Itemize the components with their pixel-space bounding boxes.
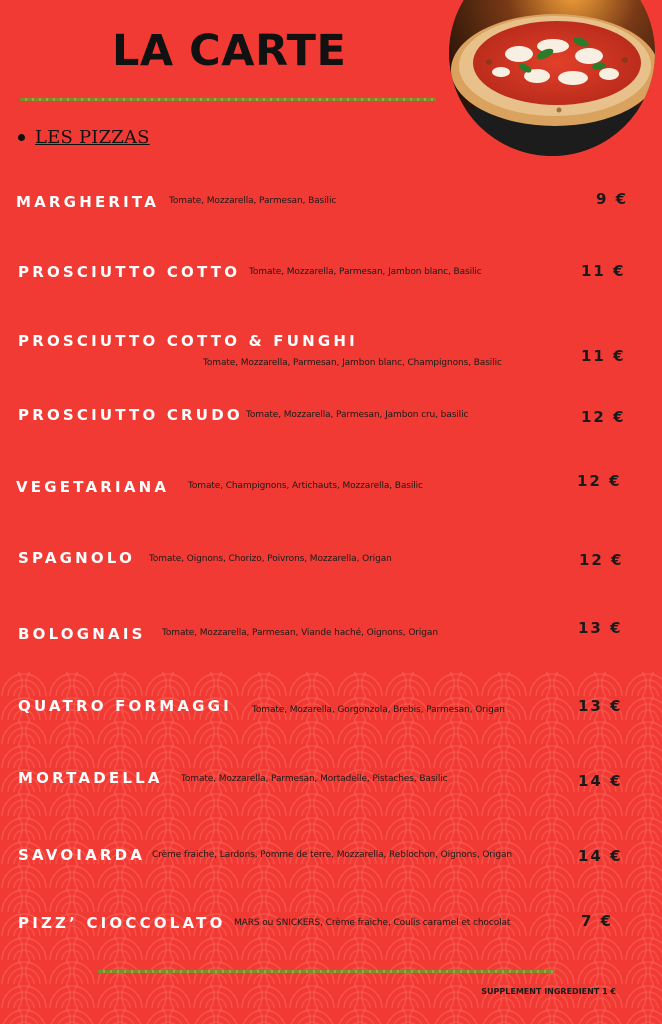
page-title: LA CARTE — [112, 26, 347, 76]
menu-item-name: PROSCIUTTO COTTO — [18, 263, 241, 281]
menu-item-name: SAVOIARDA — [18, 846, 146, 864]
menu-item-description: MARS ou SNICKERS, Crème fraiche, Coulis caramel et chocolat — [234, 918, 511, 928]
bullet-icon — [18, 134, 25, 141]
menu-item-description: Tomate, Mozzarella, Parmesan, Viande haché, Oignons, Origan — [162, 628, 438, 638]
pizza-photo — [449, 0, 655, 156]
title-divider — [20, 98, 436, 101]
menu-item-description: Tomate, Mozzarella, Parmesan, Jambon blanc, Basilic — [249, 267, 482, 277]
menu-item-name: QUATRO FORMAGGI — [18, 697, 232, 715]
menu-item-price: 12 € — [579, 551, 624, 569]
menu-item-price: 13 € — [578, 619, 623, 637]
menu-item-name: VEGETARIANA — [16, 478, 170, 496]
menu-item-name: MORTADELLA — [18, 769, 163, 787]
menu-item-name: PROSCIUTTO CRUDO — [18, 406, 243, 424]
section-title: LES PIZZAS — [35, 127, 150, 148]
menu-item-price: 9 € — [596, 190, 629, 208]
menu-item-price: 11 € — [581, 347, 626, 365]
menu-item-price: 14 € — [578, 847, 623, 865]
section-heading — [18, 127, 150, 148]
menu-item-name: MARGHERITA — [16, 193, 160, 211]
menu-item-price: 12 € — [581, 408, 626, 426]
menu-item-name: PIZZ’ CIOCCOLATO — [18, 914, 226, 932]
menu-item-price: 13 € — [578, 697, 623, 715]
menu-item-price: 7 € — [581, 912, 614, 930]
menu-item-name: PROSCIUTTO COTTO & FUNGHI — [18, 332, 358, 350]
menu-item-name: SPAGNOLO — [18, 549, 136, 567]
menu-item-price: 14 € — [578, 772, 623, 790]
menu-item-description: Tomate, Mozzarella, Parmesan, Jambon blanc, Champignons, Basilic — [203, 358, 502, 368]
menu-item-price: 11 € — [581, 262, 626, 280]
footer-divider — [98, 970, 554, 973]
menu-item-description: Tomate, Mozzarella, Parmesan, Basilic — [169, 196, 337, 206]
menu-item-name: BOLOGNAIS — [18, 625, 146, 643]
menu-item-description: Tomate, Mozzarella, Parmesan, Jambon cru, basilic — [246, 410, 469, 420]
menu-item-price: 12 € — [577, 472, 622, 490]
menu-item-description: Tomate, Mozzarella, Parmesan, Mortadelle, Pistaches, Basilic — [181, 774, 448, 784]
menu-item-description: Tomate, Champignons, Artichauts, Mozzarella, Basilic — [188, 481, 423, 491]
menu-item-description: Tomate, Oignons, Chorizo, Poivrons, Mozzarella, Origan — [149, 554, 392, 564]
menu-item-description: Tomate, Mozarella, Gorgonzola, Brebis, Parmesan, Origan — [252, 705, 505, 715]
supplement-note: SUPPLEMENT INGREDIENT 1 € — [481, 987, 616, 996]
menu-item-description: Crème fraiche, Lardons, Pomme de terre, Mozzarella, Reblochon, Oignons, Origan — [152, 850, 512, 860]
